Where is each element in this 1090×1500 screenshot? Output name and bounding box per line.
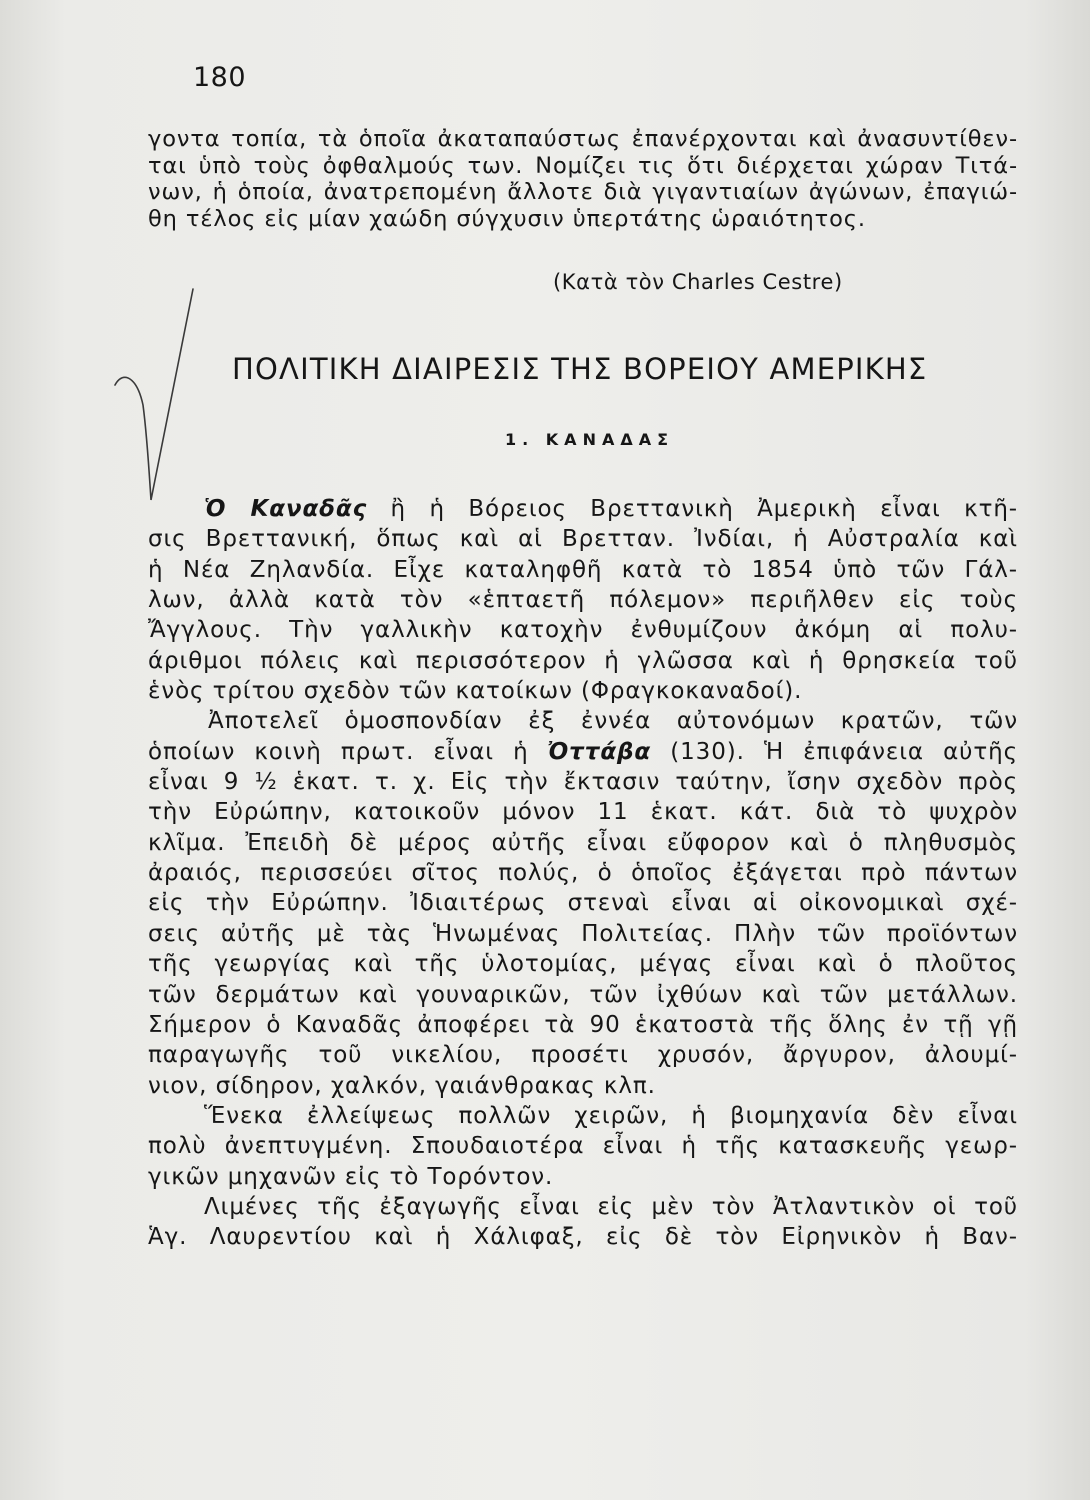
body-line: Ἕνεκα ἐλλείψεως πολλῶν χειρῶν, ἡ βιομηχανία δὲν εἶναι: [204, 1102, 1018, 1129]
body-line: εἰς τὴν Εὐρώπην. Ἰδιαιτέρως στεναὶ εἶναι αἱ οἰκονομικαὶ σχέ-: [148, 890, 1018, 917]
body-line: [148, 494, 1018, 524]
attribution: (Κατὰ τὸν Charles Cestre): [553, 270, 843, 294]
canada-term: Ὁ Καναδᾶς: [204, 496, 368, 522]
body-line-text: ὁποίων κοινὴ πρωτ. εἶναι ἡ: [148, 738, 529, 765]
intro-line: θη τέλος εἰς μίαν χαώδη σύγχυσιν ὑπερτάτης ὡραιότητος.: [148, 205, 866, 232]
body-text: [148, 494, 1018, 1253]
intro-line: ται ὑπὸ τοὺς ὀφθαλμούς των. Νομίζει τις ὅτι διέρχεται χώραν Τιτά-: [148, 152, 1018, 179]
intro-line: γοντα τοπία, τὰ ὁποῖα ἀκαταπαύστως ἐπανέρχονται καὶ ἀνασυντίθεν-: [148, 126, 1018, 152]
body-line: [148, 737, 1018, 767]
body-line-text: (130). Ἡ ἐπιφάνεια αὐτῆς: [670, 738, 1018, 765]
body-line: άριθμοι πόλεις καὶ περισσότερον ἡ γλῶσσα καὶ ἡ θρησκεία τοῦ: [148, 647, 1018, 674]
body-line: κλῖμα. Ἐπειδὴ δὲ μέρος αὐτῆς εἶναι εὔφορον καὶ ὁ πληθυσμὸς: [148, 829, 1018, 856]
body-line: τὴν Εὐρώπην, κατοικοῦν μόνον 11 ἑκατ. κάτ. διὰ τὸ ψυχρὸν: [148, 799, 1018, 826]
body-line: ἑνὸς τρίτου σχεδὸν τῶν κατοίκων (Φραγκοκαναδοί).: [148, 678, 803, 705]
ottawa-term: Ὀττάβα: [547, 738, 652, 765]
body-line: νιον, σίδηρον, χαλκόν, γαιάνθρακας κλπ.: [148, 1072, 656, 1099]
body-line: ἀραιός, περισσεύει σῖτος πολύς, ὁ ὁποῖος ἐξάγεται πρὸ πάντων: [148, 860, 1018, 887]
body-line: Ἄγγλους. Τὴν γαλλικὴν κατοχὴν ἐνθυμίζουν ἀκόμη αἱ πολυ-: [148, 617, 1018, 644]
body-line: τῶν δερμάτων καὶ γουναρικῶν, τῶν ἰχθύων καὶ τῶν μετάλλων.: [148, 981, 1018, 1008]
body-line: σεις αὐτῆς μὲ τὰς Ἡνωμένας Πολιτείας. Πλὴν τῶν προϊόντων: [148, 920, 1018, 947]
section-title: ΠΟΛΙΤΙΚΗ ΔΙΑΙΡΕΣΙΣ ΤΗΣ ΒΟΡΕΙΟΥ ΑΜΕΡΙΚΗΣ: [232, 352, 928, 386]
body-line: εἶναι 9 ½ ἑκατ. τ. χ. Εἰς τὴν ἔκτασιν ταύτην, ἴσην σχεδὸν πρὸς: [148, 769, 1018, 796]
body-line: λων, ἀλλὰ κατὰ τὸν «ἑπταετῆ πόλεμον» περιῆλθεν εἰς τοὺς: [148, 587, 1018, 614]
body-line: πολὺ ἀνεπτυγμένη. Σπουδαιοτέρα εἶναι ἡ τῆς κατασκευῆς γεωρ-: [148, 1133, 1018, 1160]
body-line-text: ἢ ἡ Βόρειος Βρεττανικὴ Ἀμερικὴ εἶναι κτῆ-: [390, 496, 1018, 522]
body-line: σις Βρεττανική, ὅπως καὶ αἱ Βρετταν. Ἰνδίαι, ἡ Αὐστραλία καὶ: [148, 526, 1018, 553]
page-number: 180: [193, 62, 247, 93]
body-line: Ἁγ. Λαυρεντίου καὶ ἡ Χάλιφαξ, εἰς δὲ τὸν Εἰρηνικὸν ἡ Βαν-: [148, 1224, 1018, 1251]
body-line: τῆς γεωργίας καὶ τῆς ὑλοτομίας, μέγας εἶναι καὶ ὁ πλοῦτος: [148, 951, 1018, 978]
subsection-title: 1. ΚΑΝΑΔΑΣ: [505, 430, 675, 449]
body-line: ἡ Νέα Ζηλανδία. Εἶχε καταληφθῆ κατὰ τὸ 1854 ὑπὸ τῶν Γάλ-: [148, 556, 1018, 583]
pencil-checkmark: [105, 285, 200, 510]
body-line: Ἀποτελεῖ ὁμοσπονδίαν ἐξ ἐννέα αὐτονόμων κρατῶν, τῶν: [208, 708, 1018, 735]
intro-paragraph: [148, 126, 1018, 232]
body-line: Σήμερον ὁ Καναδᾶς ἀποφέρει τὰ 90 ἑκατοστὰ τῆς ὅλης ἐν τῇ γῇ: [148, 1011, 1018, 1038]
body-line: Λιμένες τῆς ἐξαγωγῆς εἶναι εἰς μὲν τὸν Ἀτλαντικὸν οἱ τοῦ: [204, 1193, 1018, 1220]
body-line: γικῶν μηχανῶν εἰς τὸ Τορόντον.: [148, 1163, 554, 1190]
intro-line: νων, ἡ ὁποία, ἀνατρεπομένη ἄλλοτε διὰ γιγαντιαίων ἀγώνων, ἐπαγιώ-: [148, 179, 1018, 205]
body-line: παραγωγῆς τοῦ νικελίου, προσέτι χρυσόν, ἄργυρον, ἀλουμί-: [148, 1042, 1018, 1069]
